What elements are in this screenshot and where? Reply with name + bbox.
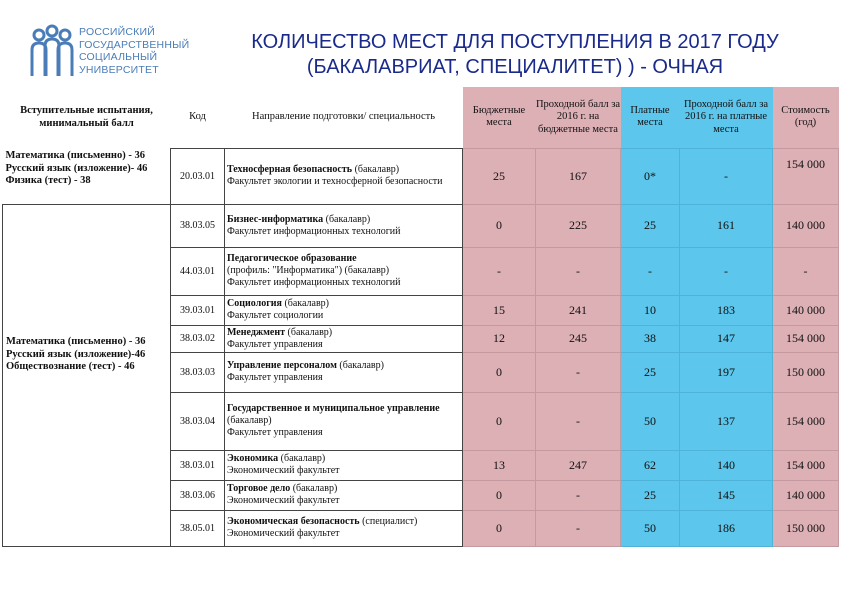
faculty-name: Факультет экологии и техносферной безопасности xyxy=(227,176,443,187)
budget-score: 245 xyxy=(536,325,621,352)
direction-name: Экономическая безопасность xyxy=(227,516,360,527)
paid-seats: 62 xyxy=(621,450,680,480)
budget-seats: 0 xyxy=(463,480,536,510)
paid-seats: 50 xyxy=(621,510,680,546)
faculty-name: Факультет социологии xyxy=(227,310,324,321)
faculty-name: Экономический факультет xyxy=(227,495,340,506)
direction-name: Социология xyxy=(227,298,282,309)
budget-score: 241 xyxy=(536,295,621,325)
paid-seats: 25 xyxy=(621,204,680,247)
exam-line: Математика (письменно) - 36 xyxy=(5,150,145,161)
paid-score: - xyxy=(680,247,773,295)
paid-score: 186 xyxy=(680,510,773,546)
budget-score: 167 xyxy=(536,148,621,204)
direction-code: 38.03.02 xyxy=(171,325,225,352)
logo-line: СОЦИАЛЬНЫЙ xyxy=(79,51,158,64)
faculty-name: Факультет информационных технологий xyxy=(227,225,401,237)
direction-cell xyxy=(225,247,463,295)
table-row xyxy=(3,204,839,247)
direction-kind: (бакалавр) xyxy=(227,415,272,426)
exam-requirements xyxy=(3,204,171,546)
admissions-table xyxy=(2,87,839,547)
header-paid: Платные места xyxy=(621,87,680,148)
budget-seats: - xyxy=(463,247,536,295)
budget-seats: 15 xyxy=(463,295,536,325)
direction-name: Торговое дело xyxy=(227,483,291,494)
header-budget: Бюджетные места xyxy=(463,87,536,148)
paid-score: - xyxy=(680,148,773,204)
title-line-1: КОЛИЧЕСТВО МЕСТ ДЛЯ ПОСТУПЛЕНИЯ В 2017 ГОДУ xyxy=(251,31,779,53)
paid-score: 197 xyxy=(680,352,773,392)
direction-kind: (бакалавр) xyxy=(352,164,400,175)
budget-score: 225 xyxy=(536,204,621,247)
direction-name: Государственное и муниципальное управление xyxy=(227,403,440,414)
direction-code: 38.03.05 xyxy=(171,204,225,247)
direction-code: 38.03.04 xyxy=(171,392,225,450)
budget-score: - xyxy=(536,352,621,392)
annual-cost: 140 000 xyxy=(773,295,839,325)
direction-cell xyxy=(225,510,463,546)
exam-line: Обществознание (тест) - 46 xyxy=(6,361,135,373)
direction-code: 44.03.01 xyxy=(171,247,225,295)
header-paid-score: Проходной балл за 2016 г. на платные места xyxy=(680,87,773,148)
direction-cell xyxy=(225,480,463,510)
direction-cell xyxy=(225,148,463,204)
budget-score: 247 xyxy=(536,450,621,480)
budget-seats: 0 xyxy=(463,392,536,450)
page-title xyxy=(200,30,830,80)
faculty-name: Факультет управления xyxy=(227,427,323,438)
annual-cost: 140 000 xyxy=(773,480,839,510)
header-cost: Стоимость (год) xyxy=(773,87,839,148)
direction-code: 38.05.01 xyxy=(171,510,225,546)
budget-seats: 13 xyxy=(463,450,536,480)
direction-cell xyxy=(225,295,463,325)
paid-seats: 25 xyxy=(621,352,680,392)
direction-name: Техносферная безопасность xyxy=(227,164,353,175)
paid-score: 137 xyxy=(680,392,773,450)
annual-cost: 154 000 xyxy=(773,148,839,204)
logo-line: УНИВЕРСИТЕТ xyxy=(79,63,159,76)
budget-score: - xyxy=(536,510,621,546)
header-exams: Вступительные испытания, минимальный балл xyxy=(20,105,153,129)
direction-name: Менеджмент xyxy=(227,326,286,338)
faculty-name: Экономический факультет xyxy=(227,465,340,476)
annual-cost: 154 000 xyxy=(773,392,839,450)
paid-score: 161 xyxy=(680,204,773,247)
direction-kind: (бакалавр) xyxy=(281,298,330,309)
logo-line: РОССИЙСКИЙ xyxy=(79,26,155,38)
paid-seats: 50 xyxy=(621,392,680,450)
paid-seats: 38 xyxy=(621,325,680,352)
paid-score: 140 xyxy=(680,450,773,480)
exam-requirements xyxy=(3,148,171,204)
direction-cell xyxy=(225,325,463,352)
direction-kind: (бакалавр) xyxy=(323,213,371,225)
title-line-2: (БАКАЛАВРИАТ, СПЕЦИАЛИТЕТ) ) - ОЧНАЯ xyxy=(306,56,724,78)
annual-cost: 150 000 xyxy=(773,352,839,392)
budget-seats: 0 xyxy=(463,510,536,546)
direction-profile: (профиль: "Информатика") (бакалавр) xyxy=(227,265,390,276)
direction-name: Бизнес-информатика xyxy=(227,213,324,225)
direction-name: Экономика xyxy=(227,453,279,464)
direction-cell xyxy=(225,450,463,480)
university-logo-icon xyxy=(26,24,76,80)
header-code: Код xyxy=(189,111,206,122)
table-row xyxy=(3,148,839,204)
logo-text xyxy=(79,26,189,76)
direction-code: 38.03.03 xyxy=(171,352,225,392)
direction-kind: (бакалавр) xyxy=(336,360,384,371)
budget-score: - xyxy=(536,392,621,450)
budget-score: - xyxy=(536,480,621,510)
paid-seats: 10 xyxy=(621,295,680,325)
faculty-name: Факультет управления xyxy=(227,372,323,383)
exam-line: Математика (письменно) - 36 xyxy=(6,336,146,348)
paid-score: 145 xyxy=(680,480,773,510)
direction-code: 38.03.06 xyxy=(171,480,225,510)
budget-seats: 0 xyxy=(463,204,536,247)
budget-score: - xyxy=(536,247,621,295)
budget-seats: 12 xyxy=(463,325,536,352)
paid-seats: 0* xyxy=(621,148,680,204)
faculty-name: Факультет информационных технологий xyxy=(227,277,401,288)
exam-line: Физика (тест) - 38 xyxy=(5,175,91,187)
paid-seats: - xyxy=(621,247,680,295)
paid-score: 147 xyxy=(680,325,773,352)
annual-cost: 140 000 xyxy=(773,204,839,247)
direction-kind: (бакалавр) xyxy=(290,483,338,494)
direction-kind: (бакалавр) xyxy=(278,453,326,464)
direction-code: 20.03.01 xyxy=(171,148,225,204)
direction-kind: (бакалавр) xyxy=(285,326,333,338)
annual-cost: - xyxy=(773,247,839,295)
budget-seats: 25 xyxy=(463,148,536,204)
budget-seats: 0 xyxy=(463,352,536,392)
direction-cell xyxy=(225,204,463,247)
annual-cost: 154 000 xyxy=(773,450,839,480)
header-budget-score: Проходной балл за 2016 г. на бюджетные места xyxy=(536,87,621,148)
direction-cell xyxy=(225,392,463,450)
logo-line: ГОСУДАРСТВЕННЫЙ xyxy=(79,38,190,51)
annual-cost: 154 000 xyxy=(773,325,839,352)
direction-code: 38.03.01 xyxy=(171,450,225,480)
direction-name: Управление персоналом xyxy=(227,360,337,371)
direction-cell xyxy=(225,352,463,392)
faculty-name: Экономический факультет xyxy=(227,528,340,539)
paid-seats: 25 xyxy=(621,480,680,510)
annual-cost: 150 000 xyxy=(773,510,839,546)
faculty-name: Факультет управления xyxy=(227,338,323,350)
direction-kind: (специалист) xyxy=(359,516,418,527)
paid-score: 183 xyxy=(680,295,773,325)
header-row xyxy=(3,87,839,148)
direction-code: 39.03.01 xyxy=(171,295,225,325)
exam-line: Русский язык (изложение)-46 xyxy=(6,348,146,360)
header-direction: Направление подготовки/ специальность xyxy=(252,111,435,122)
exam-line: Русский язык (изложение)- 46 xyxy=(5,162,148,174)
direction-name: Педагогическое образование xyxy=(227,253,357,264)
